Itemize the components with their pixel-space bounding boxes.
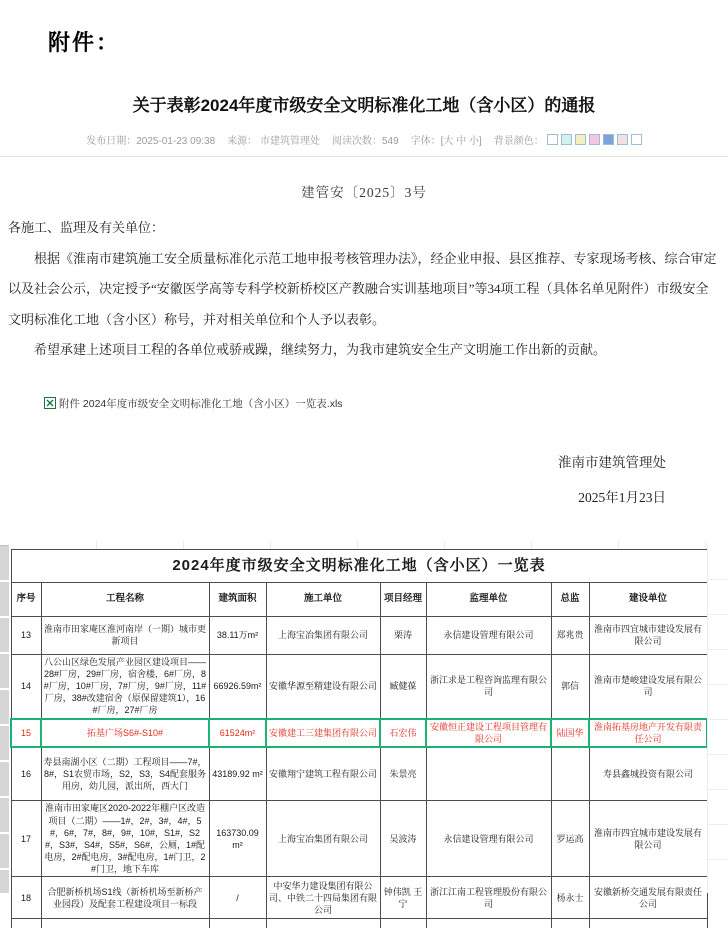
- cell-developer-unit: [589, 919, 707, 928]
- cell-building-area: 38.11万m²: [209, 616, 266, 654]
- cell-serial-no: 17: [11, 801, 41, 877]
- column-header: 监理单位: [426, 582, 551, 616]
- cell-building-area: 66926.59m²: [209, 654, 266, 718]
- signature-block: [0, 445, 666, 515]
- column-header: 总监: [551, 582, 589, 616]
- cell-project-manager: 吴波涛: [380, 801, 426, 877]
- embedded-spreadsheet: [0, 541, 728, 915]
- cell-chief-supervisor: 杨永士: [551, 877, 589, 919]
- cell-serial-no: 16: [11, 747, 41, 801]
- cell-supervision-unit: 安徽恒正建设工程项目管理有限公司: [426, 719, 551, 747]
- attachment-download-link[interactable]: [44, 396, 728, 411]
- font-size-control[interactable]: 字体：[大 中 小]: [410, 136, 482, 147]
- sheet-right-gridlines: [707, 545, 728, 893]
- table-title-row: [11, 549, 707, 582]
- cell-project-name: 淮南市田家庵区淮河南岸（一期）城市更新项目: [41, 616, 209, 654]
- cell-serial-no: [11, 919, 41, 928]
- cell-construction-unit: [266, 919, 380, 928]
- cell-serial-no: 15: [11, 719, 41, 747]
- table-row[interactable]: [11, 747, 707, 801]
- cell-construction-unit: 安徽翔宁建筑工程有限公司: [266, 747, 380, 801]
- bg-color-swatches: [547, 134, 642, 145]
- cell-project-name: 拓基广场S6#-S10#: [41, 719, 209, 747]
- cell-project-name: 寿县南湖小区（二期）工程项目——7#，8#，S1农贸市场，S2，S3，S4配套服务用房，幼儿园，派出所，西大门: [41, 747, 209, 801]
- sheet-left-gridlines: [0, 545, 9, 893]
- standardized-sites-table: [10, 549, 708, 928]
- sheet-column-gridlines: [10, 541, 728, 549]
- table-row: [11, 919, 707, 928]
- cell-developer-unit: 淮南市楚峻建设发展有限公司: [589, 654, 707, 718]
- table-title: 2024年度市级安全文明标准化工地（含小区）一览表: [11, 549, 707, 582]
- table-row[interactable]: [11, 616, 707, 654]
- column-header: 建设单位: [589, 582, 707, 616]
- column-header: 建筑面积: [209, 582, 266, 616]
- cell-project-name: 合肥新桥机场S1线（新桥机场至新桥产业园段）及配套工程建设项目一标段: [41, 877, 209, 919]
- highlighted-table-row[interactable]: [11, 719, 707, 747]
- cell-chief-supervisor: 罗运高: [551, 801, 589, 877]
- cell-building-area: 61524m²: [209, 719, 266, 747]
- document-body: [8, 213, 718, 366]
- signature-date: 2025年1月23日: [578, 489, 666, 505]
- cell-project-name: [41, 919, 209, 928]
- cell-developer-unit: 淮南拓基房地产开发有限责任公司: [589, 719, 707, 747]
- cell-building-area: [209, 919, 266, 928]
- bg-color-swatch[interactable]: [547, 134, 558, 145]
- cell-chief-supervisor: 郭信: [551, 654, 589, 718]
- cell-chief-supervisor: [551, 747, 589, 801]
- cell-construction-unit: 上海宝冶集团有限公司: [266, 801, 380, 877]
- excel-file-icon: [44, 397, 56, 409]
- bg-color-swatch[interactable]: [561, 134, 572, 145]
- bg-color-swatch[interactable]: [603, 134, 614, 145]
- table-row[interactable]: [11, 877, 707, 919]
- cell-project-name: 淮南市田家庵区2020-2022年棚户区改造项目（二期）——1#，2#，3#，4#，5#，6#，7#，8#，9#，10#，S1#，S2#，S3#，S4#，S5#，S6#，公厕，1#配电房，2#配电房，3#配电房，1#门卫，2#门卫，地下车库: [41, 801, 209, 877]
- cell-supervision-unit: 永信建设管理有限公司: [426, 801, 551, 877]
- bg-color-swatch[interactable]: [589, 134, 600, 145]
- attachment-heading: 附件：: [48, 30, 121, 55]
- cell-supervision-unit: [426, 919, 551, 928]
- cell-supervision-unit: 浙江求是工程咨询监理有限公司: [426, 654, 551, 718]
- cell-supervision-unit: 永信建设管理有限公司: [426, 616, 551, 654]
- cell-developer-unit: 淮南市四宜城市建设发展有限公司: [589, 801, 707, 877]
- cell-chief-supervisor: [551, 919, 589, 928]
- cell-project-manager: [380, 919, 426, 928]
- cell-serial-no: 14: [11, 654, 41, 718]
- cell-serial-no: 13: [11, 616, 41, 654]
- cell-project-manager: 栗涛: [380, 616, 426, 654]
- cell-developer-unit: 安徽新桥交通发展有限责任公司: [589, 877, 707, 919]
- article-meta: [0, 132, 728, 147]
- cell-construction-unit: 安徽建工三建集团有限公司: [266, 719, 380, 747]
- signature-org: 淮南市建筑管理处: [558, 454, 666, 470]
- column-header: 工程名称: [41, 582, 209, 616]
- column-header: 项目经理: [380, 582, 426, 616]
- article-title: 关于表彰2024年度市级安全文明标准化工地（含小区）的通报: [132, 96, 596, 115]
- table-row[interactable]: [11, 801, 707, 877]
- cell-project-manager: 石宏伟: [380, 719, 426, 747]
- view-count: 阅读次数：549: [331, 136, 399, 147]
- body-paragraph: 希望承建上述项目工程的各单位戒骄戒躁，继续努力，为我市建筑安全生产文明施工作出新的贡献。: [34, 342, 607, 358]
- bg-color-swatch[interactable]: [617, 134, 628, 145]
- attachment-file-name: 附件 2024年度市级安全文明标准化工地（含小区）一览表.xls: [59, 397, 343, 410]
- cell-supervision-unit: 浙江江南工程管理股份有限公司: [426, 877, 551, 919]
- body-paragraph: 根据《淮南市建筑施工安全质量标准化示范工地申报考核管理办法》，经企业申报、县区推荐、专家现场考核、综合审定以及社会公示，决定授予“安徽医学高等专科学校新桥校区产教融合实训基地项目”等34项工程（具体名单见附件）市级安全文明标准化工地（含小区）称号，并对相关单位和个人予以表彰。: [8, 250, 717, 327]
- cell-construction-unit: 安徽华源至精建设有限公司: [266, 654, 380, 718]
- cell-chief-supervisor: 郑兆贵: [551, 616, 589, 654]
- cell-building-area: 43189.92 m²: [209, 747, 266, 801]
- cell-project-manager: 朱景亮: [380, 747, 426, 801]
- table-row[interactable]: [11, 654, 707, 718]
- cell-serial-no: 18: [11, 877, 41, 919]
- cell-construction-unit: 上海宝冶集团有限公司: [266, 616, 380, 654]
- publish-date: 发布日期：2025-01-23 09:38: [86, 136, 216, 147]
- cell-project-manager: 钟伟凯 王宁: [380, 877, 426, 919]
- cell-construction-unit: 中安华力建设集团有限公司、中铁二十四局集团有限公司: [266, 877, 380, 919]
- cell-project-name: 八公山区绿色发展产业园区建设项目——28#厂房，29#厂房，宿舍楼，6#厂房，8#厂房，10#厂房，7#厂房，9#厂房，11#厂房，38#改建宿舍（原保留建筑1），16#厂房，27#厂房: [41, 654, 209, 718]
- cell-chief-supervisor: 陆国华: [551, 719, 589, 747]
- bg-color-swatch[interactable]: [575, 134, 586, 145]
- notice-document: [0, 26, 728, 515]
- cell-building-area: 163730.09 m²: [209, 801, 266, 877]
- document-number: 建管安〔2025〕3号: [301, 185, 427, 200]
- bg-color-label: 背景颜色：: [493, 136, 544, 147]
- column-header: 序号: [11, 582, 41, 616]
- background-color-picker: [494, 132, 642, 147]
- table-header-row: [11, 582, 707, 616]
- cell-project-manager: 臧健葆: [380, 654, 426, 718]
- cell-supervision-unit: [426, 747, 551, 801]
- cell-developer-unit: 寿县鑫城投资有限公司: [589, 747, 707, 801]
- column-header: 施工单位: [266, 582, 380, 616]
- header-divider: [0, 156, 728, 157]
- salutation: 各施工、监理及有关单位：: [8, 220, 165, 235]
- cell-building-area: /: [209, 877, 266, 919]
- cell-developer-unit: 淮南市四宜城市建设发展有限公司: [589, 616, 707, 654]
- bg-color-swatch[interactable]: [631, 134, 642, 145]
- source: 来源： 市建筑管理处: [227, 136, 320, 147]
